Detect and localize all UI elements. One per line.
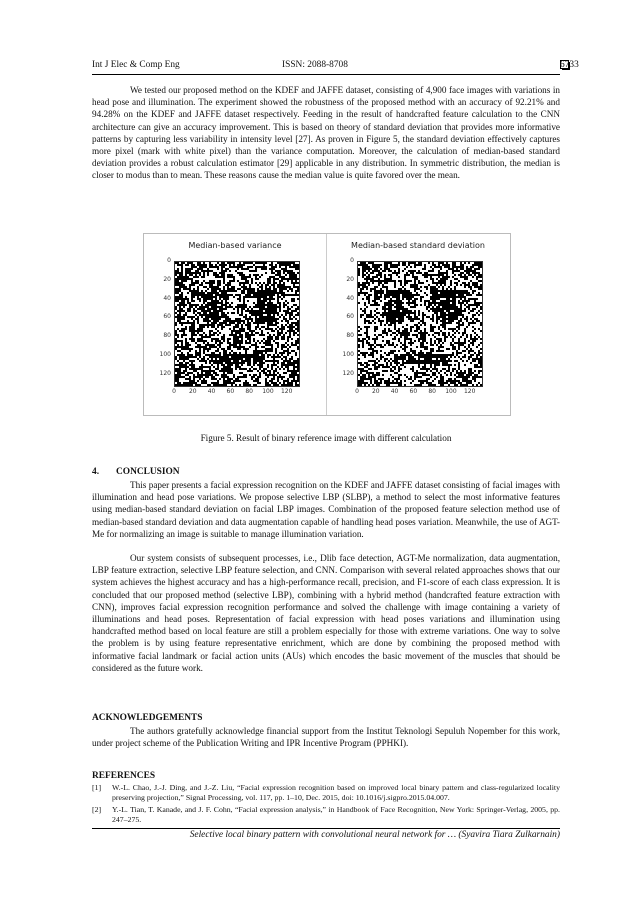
- y-tick-label: 60: [346, 313, 354, 321]
- x-tick-label: 20: [188, 388, 197, 395]
- binary-image-variance: [174, 261, 300, 387]
- y-tick-label: 80: [163, 332, 171, 340]
- y-tick-label: 40: [163, 294, 171, 302]
- x-tick-label: 0: [355, 388, 359, 395]
- reference-1: [92, 783, 560, 803]
- x-tick-label: 0: [172, 388, 176, 395]
- acknowledgements-heading: ACKNOWLEDGEMENTS: [92, 713, 203, 723]
- x-tick-label: 40: [390, 388, 399, 395]
- y-tick-label: 120: [342, 369, 354, 377]
- y-tick-label: 80: [346, 332, 354, 340]
- reference-2: [92, 805, 560, 825]
- acknowledgements-paragraph: The authors gratefully acknowledge financial support from the Institut Teknologi Sepuluh Nopember for this work, under project scheme of the Publication Writing and IPR Incentive Program (PPHKI).: [92, 726, 560, 749]
- section-number: 4.: [92, 467, 100, 477]
- journal-name: Int J Elec & Comp Eng: [92, 60, 180, 70]
- reference-text: Y.-L. Tian, T. Kanade, and J. F. Cohn, “Facial expression analysis,” in Handbook of Face Recognition, New York: Springer-Verlag, 2005, pp. 247–275.: [112, 805, 560, 824]
- reference-number: [2]: [92, 805, 102, 814]
- x-tick-label: 120: [463, 388, 476, 395]
- page-number: 6733: [560, 60, 579, 70]
- x-tick-label: 80: [245, 388, 253, 395]
- y-tick-label: 0: [350, 257, 354, 264]
- section-title: CONCLUSION: [116, 467, 180, 477]
- y-tick-label: 0: [167, 257, 171, 264]
- x-tick-label: 60: [226, 388, 235, 395]
- panel-title-std: Median-based standard deviation: [351, 241, 485, 250]
- y-tick-label: 40: [346, 294, 354, 302]
- y-tick-label: 20: [346, 275, 354, 283]
- binary-face-image: [358, 262, 482, 386]
- y-tick-label: 100: [159, 350, 171, 358]
- conclusion-paragraph-2: Our system consists of subsequent processes, i.e., Dlib face detection, AGT-Me normalization, data augmentation, LBP feature extraction, selective LBP feature selection, and CNN. Comparison with several related approaches shows that our system achieves the highest accuracy and has a high-performance recall, precision, and F1-score of each class expression. It is concluded that our proposed method (selective LBP), combining with a hybrid method (handcrafted feature extraction with CNN), improves facial expression recognition performance and solved the challenge with image containing a variety of illuminations and head poses. Representation of facial expression with head poses variations and illumination using handcrafted method based on local feature are still a problem especially for those with extreme variations. One way to solve the problem is by using feature representative enrichment, which are done by combining the proposed method with informative facial landmark or facial action units (AUs) which encodes the basic movement of the muscles that should be considered as the future work.: [92, 553, 560, 673]
- x-tick-label: 100: [445, 388, 457, 395]
- x-tick-label: 120: [280, 388, 293, 395]
- x-tick-label: 20: [371, 388, 380, 395]
- panel-variance: [144, 234, 327, 415]
- y-tick-label: 120: [159, 369, 171, 377]
- conclusion-heading: [92, 467, 180, 477]
- references-heading: REFERENCES: [92, 771, 156, 781]
- reference-text: W.-L. Chao, J.-J. Ding, and J.-Z. Liu, “Facial expression recognition based on improved local binary pattern and class-regularized locality preserving projection,” Signal Processing, vol. 117, pp. 1–10, Dec. 2015, doi: 10.1016/j.sigpro.2015.04.007.: [112, 783, 560, 802]
- binary-face-image: [175, 262, 299, 386]
- y-tick-label: 100: [342, 350, 354, 358]
- running-footer: Selective local binary pattern with convolutional neural network for … (Syavira Tiara Zulkarnain): [92, 828, 560, 840]
- x-tick-label: 100: [262, 388, 274, 395]
- x-tick-label: 80: [428, 388, 436, 395]
- x-tick-label: 40: [207, 388, 216, 395]
- y-tick-label: 60: [163, 313, 171, 321]
- reference-number: [1]: [92, 783, 102, 792]
- issn: ISSN: 2088-8708: [282, 60, 348, 70]
- y-tick-label: 20: [163, 275, 171, 283]
- panel-title-variance: Median-based variance: [188, 241, 282, 250]
- conclusion-paragraph-1: This paper presents a facial expression recognition on the KDEF and JAFFE dataset consisting of facial images with illumination and head pose variations. We propose selective LBP (SLBP), a method to select the most informative features using median-based standard deviation on facial LBP images. Combination of the proposed feature selection method use of median-based standard deviation and data augmentation capable of handling head poses variation. Meanwhile, the use of AGT-Me for normalizing an image is suitable to manage illumination variation.: [92, 480, 560, 539]
- page-header: [92, 60, 579, 75]
- panel-std: [327, 234, 509, 415]
- figure-caption: Figure 5. Result of binary reference image with different calculation: [200, 433, 452, 443]
- results-paragraph: We tested our proposed method on the KDEF and JAFFE dataset, consisting of 4,900 face images with variations in head pose and illumination. The experiment showed the robustness of the proposed method with an accuracy of 92.21% and 94.28% on the KDEF and JAFFE dataset respectively. Feeding in the result of handcrafted feature calculation to the CNN architecture can give an accuracy improvement. This is based on theory of standard deviation that provides more informative patterns by capturing less variability in intensity level [27]. As proven in Figure 5, the standard deviation effectively captures more pixel (mark with white pixel) than the variance computation. Moreover, the calculation of median-based standard deviation provides a robust calculation estimator [29] applicable in any distribution. In symmetric distribution, the median is closer to modus than to mean. These reasons cause the median value is quite favored over the mean.: [92, 85, 560, 181]
- figure-5: [143, 233, 511, 416]
- x-tick-label: 60: [409, 388, 418, 395]
- binary-image-std: [357, 261, 483, 387]
